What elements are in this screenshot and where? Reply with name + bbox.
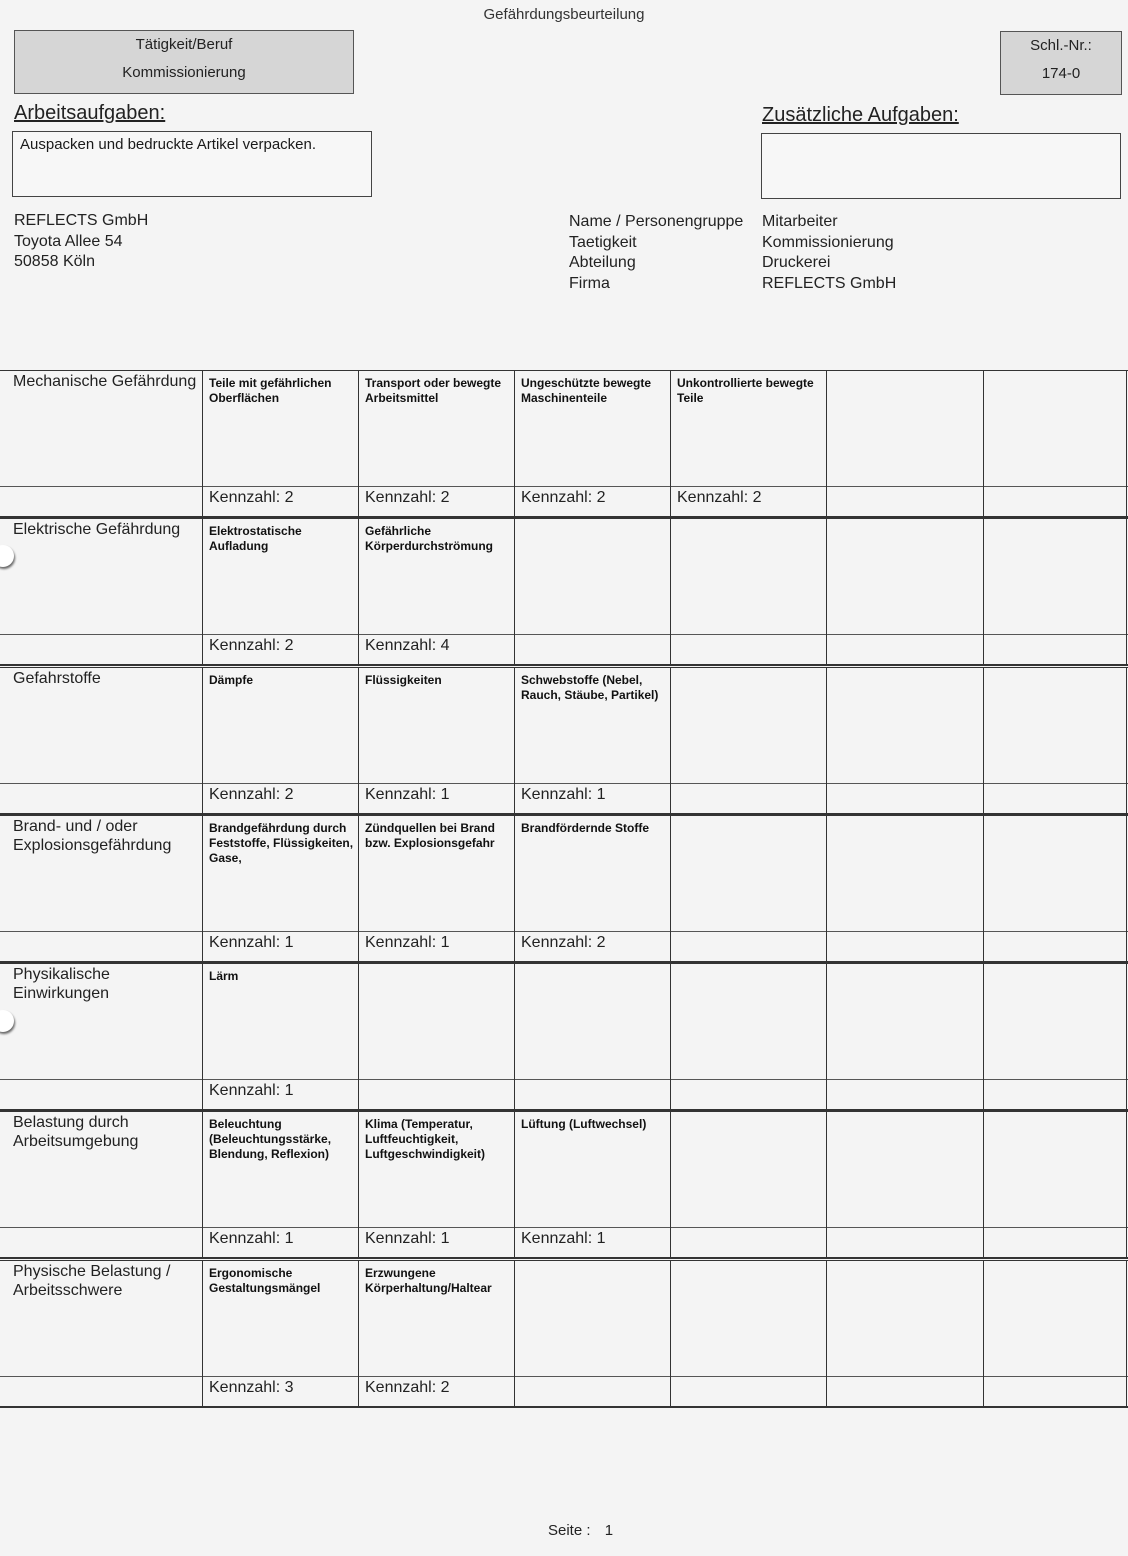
hazard-cell (514, 815, 670, 962)
address-line: 50858 Köln (14, 253, 95, 270)
hazard-kennzahl: Kennzahl: 2 (521, 933, 606, 951)
hazard-kennzahl: Kennzahl: 2 (209, 785, 294, 803)
hazard-cell (202, 1111, 358, 1258)
info-label: Taetigkeit (569, 233, 637, 251)
table-right-edge (1126, 518, 1127, 665)
hazard-title: Brandgefährdung durch Feststoffe, Flüssigkeiten, Gase, (209, 820, 354, 865)
hazard-cell (983, 370, 1126, 517)
hazard-cell (983, 1111, 1126, 1258)
hazard-cell (983, 815, 1126, 962)
info-label: Abteilung (569, 254, 636, 271)
hazard-title: Lärm (209, 969, 239, 984)
hazard-cell (670, 1111, 826, 1258)
hazard-cell (202, 667, 358, 814)
hazard-cell (358, 370, 514, 517)
hazard-cell (202, 370, 358, 517)
hazard-title: Lüftung (Luftwechsel) (521, 1117, 647, 1132)
hazard-cell (358, 1111, 514, 1258)
hazard-title: Brandfördernde Stoffe (521, 820, 650, 835)
hazard-cell (358, 815, 514, 962)
hazard-kennzahl: Kennzahl: 2 (521, 489, 606, 506)
hazard-cell (358, 963, 514, 1110)
hazard-table (0, 370, 1128, 1408)
key-number-label: Schl.-Nr.: (1030, 37, 1092, 54)
page-label: Seite : (548, 1522, 591, 1539)
hazard-cell (670, 963, 826, 1110)
hazard-row (0, 815, 1128, 963)
hazard-cell (670, 518, 826, 665)
table-right-edge (1126, 667, 1127, 814)
hazard-kennzahl: Kennzahl: 1 (365, 785, 450, 803)
hazard-title: Transport oder bewegte Arbeitsmittel (365, 376, 502, 405)
hazard-row (0, 667, 1128, 815)
key-number-value: 174-0 (1041, 65, 1081, 82)
hazard-row (0, 963, 1128, 1111)
hazard-cell (826, 370, 982, 517)
hazard-cell (670, 370, 826, 517)
employee-info (569, 212, 896, 294)
info-row-name (569, 212, 896, 233)
company-address (14, 211, 148, 273)
hazard-title: Elektrostatische Aufladung (209, 524, 302, 554)
hazard-cell (358, 1260, 514, 1407)
hazard-title: Gefährliche Körperdurchströmung (365, 524, 494, 554)
main-tasks-text: Auspacken und bedruckte Artikel verpacken. (20, 136, 317, 153)
hazard-title: Erzwungene Körperhaltung/Haltear (365, 1265, 492, 1295)
hazard-cell (826, 963, 982, 1110)
hazard-kennzahl: Kennzahl: 3 (209, 1378, 294, 1396)
hazard-kennzahl: Kennzahl: 1 (365, 933, 450, 951)
job-box (14, 30, 354, 94)
key-number-box (1000, 31, 1122, 95)
address-line: Toyota Allee 54 (14, 232, 123, 250)
info-label: Firma (569, 274, 610, 292)
info-value: REFLECTS GmbH (762, 274, 897, 292)
hazard-category: Belastung durch Arbeitsumgebung (13, 1114, 139, 1151)
hazard-cell (826, 1111, 982, 1258)
hazard-cell (983, 518, 1126, 665)
hazard-cell (983, 963, 1126, 1110)
hazard-cell (514, 1260, 670, 1407)
info-row-company (569, 274, 896, 295)
job-value: Kommissionierung (122, 64, 246, 81)
table-right-edge (1126, 963, 1127, 1110)
hazard-category: Brand- und / oder Explosionsgefährdung (13, 817, 172, 854)
hazard-row (0, 1260, 1128, 1408)
hazard-kennzahl: Kennzahl: 1 (209, 1082, 294, 1100)
hazard-cell (202, 1260, 358, 1407)
table-right-edge (1126, 815, 1127, 962)
page-number: 1 (604, 1522, 614, 1539)
hazard-cell (670, 815, 826, 962)
info-value: Kommissionierung (762, 233, 894, 251)
hazard-category: Physische Belastung / Arbeitsschwere (13, 1262, 171, 1299)
hazard-cell (202, 815, 358, 962)
hazard-title: Unkontrollierte bewegte Teile (677, 376, 814, 405)
hazard-kennzahl: Kennzahl: 2 (209, 637, 294, 655)
hazard-category: Mechanische Gefährdung (13, 373, 197, 390)
hazard-cell (514, 667, 670, 814)
table-right-edge (1126, 1111, 1127, 1258)
hazard-category: Gefahrstoffe (13, 669, 101, 687)
hazard-row (0, 370, 1128, 518)
hazard-kennzahl: Kennzahl: 2 (209, 489, 294, 506)
hazard-cell (983, 667, 1126, 814)
table-right-edge (1126, 1260, 1127, 1407)
hazard-title: Beleuchtung (Beleuchtungsstärke, Blendung, Reflexion) (209, 1117, 332, 1162)
hazard-cell (826, 667, 982, 814)
hazard-title: Klima (Temperatur, Luftfeuchtigkeit, Luftgeschwindigkeit) (365, 1117, 485, 1162)
table-right-edge (1126, 370, 1127, 517)
hazard-kennzahl: Kennzahl: 2 (677, 489, 762, 506)
hazard-cell (202, 518, 358, 665)
hazard-cell (514, 518, 670, 665)
info-value: Mitarbeiter (762, 213, 838, 230)
hazard-row (0, 518, 1128, 666)
hazard-title: Schwebstoffe (Nebel, Rauch, Stäube, Partikel) (521, 672, 659, 702)
hazard-title: Ungeschützte bewegte Maschinenteile (521, 376, 652, 405)
hazard-cell (670, 1260, 826, 1407)
main-tasks-heading: Arbeitsaufgaben: (14, 102, 166, 124)
hazard-kennzahl: Kennzahl: 4 (365, 637, 450, 655)
hazard-cell (358, 667, 514, 814)
hazard-category: Elektrische Gefährdung (13, 521, 181, 539)
additional-tasks-heading: Zusätzliche Aufgaben: (762, 104, 959, 126)
hazard-cell (983, 1260, 1126, 1407)
hazard-kennzahl: Kennzahl: 1 (521, 785, 606, 803)
additional-tasks-box (761, 133, 1121, 199)
info-row-activity (569, 233, 896, 254)
hazard-cell (202, 963, 358, 1110)
hazard-category: Physikalische Einwirkungen (13, 966, 110, 1003)
job-label: Tätigkeit/Beruf (135, 36, 233, 53)
hazard-cell (514, 1111, 670, 1258)
hazard-kennzahl: Kennzahl: 2 (365, 1378, 450, 1396)
info-label: Name / Personengruppe (569, 213, 744, 230)
info-row-department (569, 253, 896, 274)
hazard-row (0, 1111, 1128, 1259)
address-line: REFLECTS GmbH (14, 212, 149, 229)
hazard-cell (826, 815, 982, 962)
hazard-cell (358, 518, 514, 665)
hazard-kennzahl: Kennzahl: 2 (365, 489, 450, 506)
hazard-title: Dämpfe (209, 672, 254, 687)
hazard-title: Teile mit gefährlichen Oberflächen (209, 376, 332, 405)
hazard-kennzahl: Kennzahl: 1 (209, 933, 294, 951)
main-tasks-box (12, 131, 372, 197)
hazard-kennzahl: Kennzahl: 1 (209, 1230, 294, 1248)
page-footer (548, 1522, 613, 1539)
hazard-cell (514, 963, 670, 1110)
hazard-kennzahl: Kennzahl: 1 (521, 1230, 606, 1248)
hazard-cell (670, 667, 826, 814)
hazard-kennzahl: Kennzahl: 1 (365, 1230, 450, 1248)
hazard-cell (826, 518, 982, 665)
hazard-cell (514, 370, 670, 517)
hazard-title: Ergonomische Gestaltungsmängel (209, 1265, 321, 1295)
hazard-title: Flüssigkeiten (365, 672, 442, 687)
hazard-title: Zündquellen bei Brand bzw. Explosionsgefahr (365, 820, 496, 850)
hazard-cell (826, 1260, 982, 1407)
document-title: Gefährdungsbeurteilung (483, 6, 645, 23)
info-value: Druckerei (762, 254, 831, 271)
